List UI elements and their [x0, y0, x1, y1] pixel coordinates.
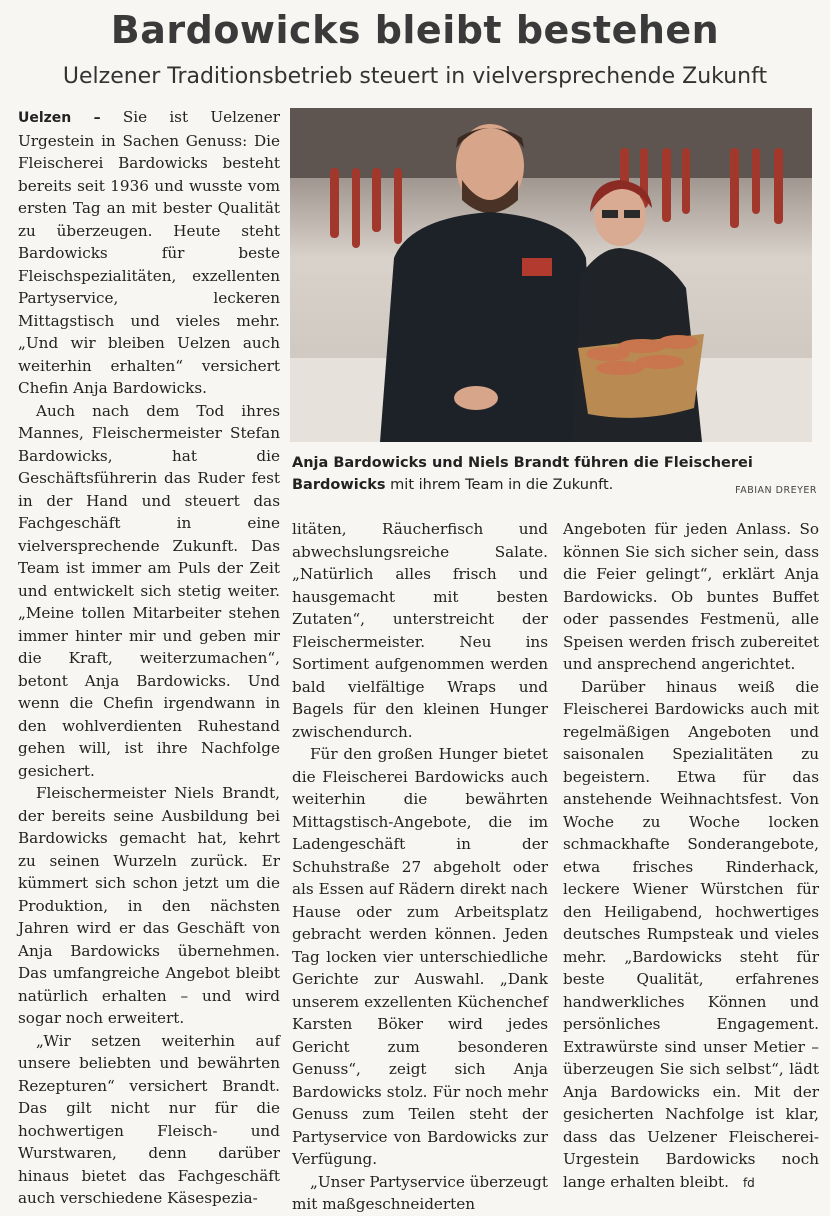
article-photo [290, 108, 812, 442]
photo-caption [292, 452, 817, 502]
subheadline: Uelzener Traditionsbetrieb steuert in vielversprechende Zukunft [62, 64, 768, 89]
article-paragraph: Angeboten für jeden Anlass. So können Sie sich sicher sein, dass die Feier gelingt“, erklärt Anja Bardowicks. Ob buntes Buffet oder passendes Festmenü, alle Speisen werden frisch zubereitet und ansprechend angerichtet. [563, 520, 819, 673]
article-column-1 [18, 106, 280, 1210]
article-column-2 [292, 518, 548, 1216]
headline: Bardowicks bleibt bestehen [110, 8, 720, 52]
caption-text: mit ihrem Team in die Zukunft. [385, 477, 614, 493]
article-paragraph: litäten, Räucherfisch und abwechslungsreiche Salate. „Natürlich alles frisch und hausgemacht mit besten Zutaten“, unterstreicht der Fleischermeister. Neu ins Sortiment aufgenommen werden bald vielfältige Wraps und Bagels für den kleinen Hunger zwischendurch. [292, 520, 548, 741]
author-signature: fd [742, 1175, 755, 1190]
article-paragraph: Darüber hinaus weiß die Fleischerei Bardowicks auch mit regelmäßigen Angeboten und saisonalen Spezialitäten zu begeistern. Etwa für das anstehende Weihnachtsfest. Von Woche zu Woche locken schmackhafte Sonderangebote, etwa frisches Rinderhack, leckere Wiener Würstchen für den Heiligabend, hochwertiges deutsches Rumpsteak und vieles mehr. „Bardowicks steht für beste Qualität, erfahrenes handwerkliches Können und persönliches Engagement. Extrawürste sind unser Metier – überzeugen Sie sich selbst“, lädt Anja Bardowicks ein. Mit der gesicherten Nachfolge ist klar, dass das Uelzener Fleischerei-Urgestein Bardowicks noch lange erhalten bleibt. fd [563, 677, 819, 1191]
photo-illustration [290, 108, 812, 442]
article-paragraph: Sie ist Uelzener Urgestein in Sachen Genuss: Die Fleischerei Bardowicks besteht bereits seit 1936 und wusste vom ersten Tag an mit bester Qualität zu überzeugen. Heute steht Bardowicks für beste Fleischspezialitäten, exzellenten Partyservice, leckeren Mittagstisch und vieles mehr. „Und wir bleiben Uelzen auch weiterhin erhalten“ versichert Chefin Anja Bardowicks. [18, 108, 280, 397]
caption-bold: Anja Bardowicks und Niels Brandt führen die Fleischerei Bardowicks [292, 455, 753, 493]
article-column-3 [563, 518, 819, 1194]
article-paragraph: Fleischermeister Niels Brandt, der bereits seine Ausbildung bei Bardowicks gemacht hat, kehrt zu seinen Wurzeln zurück. Er kümmert sich schon jetzt um die Produktion, in den nächsten Jahren wird er das Geschäft von Anja Bardowicks übernehmen. Das umfangreiche Angebot bleibt natürlich erhalten – und wird sogar noch erweitert. [18, 784, 280, 1027]
article-paragraph: Auch nach dem Tod ihres Mannes, Fleischermeister Stefan Bardowicks, hat die Geschäftsführerin das Ruder fest in der Hand und steuert das Fachgeschäft in eine vielversprechende Zukunft. Das Team ist immer am Puls der Zeit und entwickelt sich stetig weiter. „Meine tollen Mitarbeiter stehen immer hinter mir und geben mir die Kraft, weiterzumachen“, betont Anja Bardowicks. Und wenn die Chefin irgendwann in den wohlverdienten Ruhestand gehen will, ist ihre Nachfolge gesichert. [18, 401, 280, 780]
article-paragraph: „Unser Partyservice überzeugt mit maßgeschneiderten [292, 1172, 549, 1213]
article-paragraph: Für den großen Hunger bietet die Fleischerei Bardowicks auch weiterhin die bewährten Mittagstisch-Angebote, die im Ladengeschäft in der Schuhstraße 27 abgeholt oder als Essen auf Rädern direkt nach Hause oder zum Arbeitsplatz gebracht werden können. Jeden Tag locken vier unterschiedliche Gerichte zur Auswahl. „Dank unserem exzellenten Küchenchef Karsten Böker wird jedes Gericht zum besonderen Genuss“, zeigt sich Anja Bardowicks stolz. Für noch mehr Genuss zum Teilen steht der Partyservice von Bardowicks zur Verfügung. [292, 745, 548, 1168]
photo-credit: FABIAN DREYER [735, 485, 817, 496]
article-dateline: Uelzen – [18, 110, 101, 126]
article-paragraph: „Wir setzen weiterhin auf unsere beliebten und bewährten Rezepturen“ versichert Brandt. Das gilt nicht nur für die hochwertigen Fleisch- und Wurstwaren, denn darüber hinaus bietet das Fachgeschäft auch verschiedene Käsespezia- [18, 1031, 280, 1207]
